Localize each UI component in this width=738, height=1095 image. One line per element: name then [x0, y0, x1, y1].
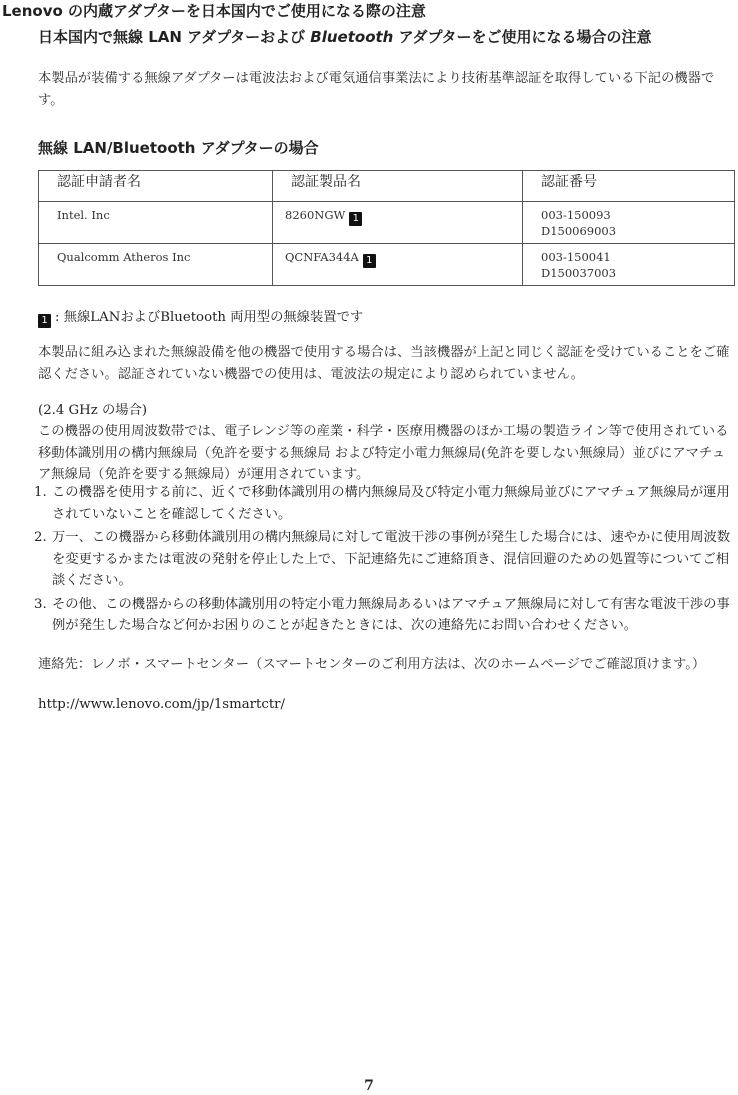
cell-product [273, 244, 523, 286]
list-item [34, 482, 738, 525]
caution-list [34, 482, 738, 639]
product-name: QCNFA344A [285, 250, 359, 264]
subheading-part1: 日本国内で無線 LAN アダプターおよび [38, 28, 311, 46]
cell-applicant: Intel. Inc [39, 202, 273, 244]
intro-paragraph: 本製品が装備する無線アダプターは電波法および電気通信事業法により技術基準認証を取得している下記の機器です。 [38, 71, 715, 108]
header-cert-number: 認証番号 [523, 171, 735, 202]
subheading-part2: アダプターをご使用になる場合の注意 [393, 28, 652, 46]
frequency-paragraph: この機器の使用周波数帯では、電子レンジ等の産業・科学・医療用機器のほか工場の製造ライン等で使用されている移動体識別用の構内無線局（免許を要する無線局 および特定小電力無線局(免許を要しない無線局）並びにアマチュア無線局（免許を要する無線局）が運用されています。 [38, 424, 729, 482]
usage-paragraph: 本製品に組み込まれた無線設備を他の機器で使用する場合は、当該機器が上記と同じく認証を受けていることをご確認ください。認証されていない機器での使用は、電波法の規定により認められていません。 [38, 345, 730, 382]
list-text: 万一、この機器から移動体識別用の構内無線局に対して電波干渉の事例が発生した場合には、速やかに使用周波数を変更するかまたは電波の発射を停止した上で、下記連絡先にご連絡頂き、混信回避のための処置等についてご相談ください。 [52, 530, 731, 588]
product-name: 8260NGW [285, 208, 346, 222]
table-row [39, 202, 735, 244]
list-text: その他、この機器からの移動体識別用の特定小電力無線局あるいはアマチュア無線局に対して有害な電波干渉の事例が発生した場合など何かお困りのことが起きたときには、次の連絡先にお問い合わせください。 [52, 596, 730, 633]
note-badge-icon: 1 [38, 314, 51, 328]
cert-number: 003-150093 [541, 208, 611, 222]
note-badge-icon: 1 [349, 212, 362, 226]
list-text: この機器を使用する前に、近くで移動体識別用の構内無線局及び特定小電力無線局並びにアマチュア無線局が運用されていないことを確認してください。 [52, 485, 730, 522]
cert-number: D150037003 [541, 266, 617, 280]
header-product: 認証製品名 [273, 171, 523, 202]
list-item [34, 527, 738, 592]
cell-applicant: Qualcomm Atheros Inc [39, 244, 273, 286]
list-number: 2. [34, 530, 47, 545]
support-url-link[interactable]: http://www.lenovo.com/jp/1smartctr/ [38, 697, 285, 712]
frequency-label: (2.4 GHz の場合) [38, 403, 148, 418]
footnote-text: : 無線LANおよびBluetooth 両用型の無線装置です [55, 310, 364, 325]
page-number: 7 [364, 1078, 374, 1094]
contact-paragraph: 連絡先：レノボ・スマートセンター（スマートセンターのご利用方法は、次のホームページでご確認頂けます。） [38, 657, 706, 672]
list-number: 1. [34, 485, 47, 500]
cell-cert-number [523, 244, 735, 286]
cert-number: D150069003 [541, 224, 617, 238]
subheading-bluetooth: Bluetooth [310, 28, 394, 46]
certification-table [38, 170, 735, 286]
cell-cert-number [523, 202, 735, 244]
page-heading: Lenovo の内蔵アダプターを日本国内でご使用になる際の注意 [2, 2, 426, 20]
note-badge-icon: 1 [363, 254, 376, 268]
table-row [39, 244, 735, 286]
subheading [38, 27, 736, 47]
cell-product [273, 202, 523, 244]
list-number: 3. [34, 596, 47, 612]
section-title: 無線 LAN/Bluetooth アダプターの場合 [38, 139, 319, 157]
footnote [38, 308, 736, 328]
table-header-row [39, 171, 735, 202]
cert-number: 003-150041 [541, 250, 611, 264]
header-applicant: 認証申請者名 [39, 171, 273, 202]
list-item [34, 594, 738, 637]
